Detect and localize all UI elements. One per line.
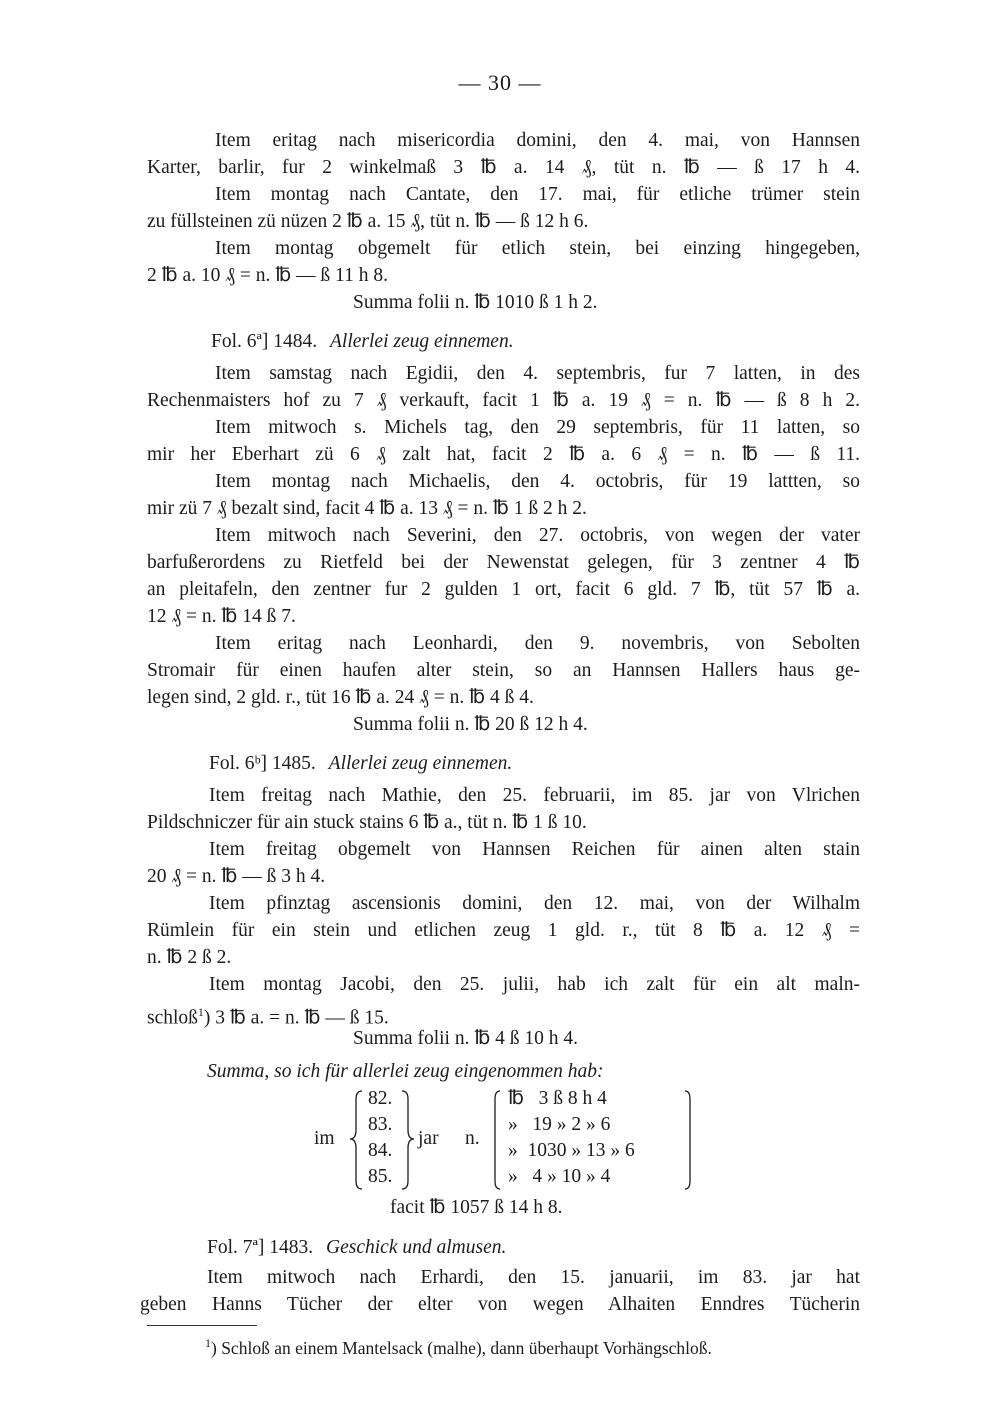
text-line: 12 ₰ = n. ℔ 14 ß 7. <box>147 606 296 627</box>
footnote-mark: 1 <box>205 1336 211 1350</box>
text-line: 2 ℔ a. 10 ₰ = n. ℔ — ß 11 h 8. <box>147 265 388 286</box>
summary-amount: ℔ 3 ß 8 h 4 <box>508 1088 607 1109</box>
footnote-ref: 1 <box>197 1005 204 1019</box>
text-line: Item montag nach Michaelis, den 4. octobris, für 19 lattten, so <box>215 471 860 492</box>
summary-table <box>310 1085 710 1195</box>
section-title: Geschick und almusen. <box>326 1237 507 1258</box>
folio-ref: Fol. 6ᵇ] 1485. <box>209 753 316 774</box>
text-line: Item eritag nach misericordia domini, den 4. mai, von Hannsen <box>215 130 860 151</box>
text-line: barfußerordens zu Rietfeld bei der Newenstat gelegen, für 3 zentner 4 ℔ <box>147 552 860 573</box>
text-line: Item montag obgemelt für etlich stein, bei einzing hingegeben, <box>215 238 860 259</box>
text-line: Item freitag nach Mathie, den 25. februarii, im 85. jar von Vlrichen <box>209 785 860 806</box>
text-line: Karter, barlir, fur 2 winkelmaß 3 ℔ a. 14 ₰, tüt n. ℔ — ß 17 h 4. <box>147 157 860 178</box>
text-line: Stromair für einen haufen alter stein, so an Hannsen Hallers haus ge- <box>147 660 860 681</box>
footnote-text: ) Schloß an einem Mantelsack (malhe), dann überhaupt Vorhängschloß. <box>211 1337 712 1358</box>
folio-heading <box>147 1236 920 1260</box>
folio-ref: Fol. 7ª] 1483. <box>207 1237 314 1258</box>
summary-year: 82. <box>368 1088 393 1109</box>
summary-total: facit ℔ 1057 ß 14 h 8. <box>390 1197 563 1218</box>
text-line: legen sind, 2 gld. r., tüt 16 ℔ a. 24 ₰ = n. ℔ 4 ß 4. <box>147 687 534 708</box>
text-line: n. ℔ 2 ß 2. <box>147 947 232 968</box>
summary-amount: » 4 » 10 » 4 <box>508 1166 611 1187</box>
text-line: Item mitwoch nach Severini, den 27. octobris, von wegen der vater <box>215 525 860 546</box>
folio-sum: Summa folii n. ℔ 1010 ß 1 h 2. <box>353 292 598 313</box>
text-line: mir zü 7 ₰ bezalt sind, facit 4 ℔ a. 13 ₰ = n. ℔ 1 ß 2 h 2. <box>147 498 587 519</box>
text-line: Rechenmaisters hof zu 7 ₰ verkauft, facit 1 ℔ a. 19 ₰ = n. ℔ — ß 8 h 2. <box>147 390 860 411</box>
folio-sum: Summa folii n. ℔ 20 ß 12 h 4. <box>353 714 588 735</box>
summary-im: im <box>314 1128 335 1149</box>
text-line: Item freitag obgemelt von Hannsen Reichen für ainen alten stain <box>209 839 860 860</box>
text-line: Item mitwoch s. Michels tag, den 29 septembris, für 11 latten, so <box>215 417 860 438</box>
folio-sum: Summa folii n. ℔ 4 ß 10 h 4. <box>353 1028 579 1049</box>
summary-n: n. <box>465 1128 480 1149</box>
folio-ref: Fol. 6ª] 1484. <box>211 331 318 352</box>
text-line: Item eritag nach Leonhardi, den 9. novembris, von Sebolten <box>215 633 860 654</box>
text-line: Item montag Jacobi, den 25. julii, hab ich zalt für ein alt maln- <box>209 974 860 995</box>
text-line: Pildschniczer für ain stuck stains 6 ℔ a., tüt n. ℔ 1 ß 10. <box>147 812 587 833</box>
section-title: Allerlei zeug einnemen. <box>328 753 513 774</box>
text-line: Item pfinztag ascensionis domini, den 12. mai, von der Wilhalm <box>209 893 860 914</box>
text-line: Item mitwoch nach Erhardi, den 15. januarii, im 83. jar hat <box>207 1267 860 1288</box>
footnote <box>147 1331 918 1360</box>
text-segment: ) 3 ℔ a. = n. ℔ — ß 15. <box>203 1007 389 1029</box>
text-line: zu füllsteinen zü nüzen 2 ℔ a. 15 ₰, tüt n. ℔ — ß 12 h 6. <box>147 211 589 232</box>
text-line: mir her Eberhart zü 6 ₰ zalt hat, facit 2 ℔ a. 6 ₰ = n. ℔ — ß 11. <box>147 444 860 465</box>
text-line: Rümlein für ein stein und etlichen zeug 1 gld. r., tüt 8 ℔ a. 12 ₰ = <box>147 920 860 941</box>
summary-heading: Summa, so ich für allerlei zeug eingenommen hab: <box>207 1061 604 1082</box>
section-title: Allerlei zeug einnemen. <box>330 331 514 352</box>
summary-amount: » 19 » 2 » 6 <box>508 1114 611 1135</box>
folio-heading <box>147 330 924 354</box>
text-line: Item samstag nach Egidii, den 4. septembris, fur 7 latten, in des <box>215 363 860 384</box>
page-number: — 30 — <box>458 70 542 95</box>
text-line: geben Hanns Tücher der elter von wegen Alhaiten Enndres Tücherin <box>140 1294 860 1315</box>
text-line: an pleitafeln, den zentner fur 2 gulden 1 ort, facit 6 gld. 7 ℔, tüt 57 ℔ a. <box>147 579 860 600</box>
text-line: 20 ₰ = n. ℔ — ß 3 h 4. <box>147 866 326 887</box>
text-line <box>147 1000 860 1031</box>
text-segment: schloß <box>147 1007 198 1029</box>
summary-jar: jar <box>418 1128 439 1149</box>
summary-year: 84. <box>368 1140 393 1161</box>
folio-heading <box>147 752 922 776</box>
footnote-rule <box>147 1325 257 1326</box>
summary-amount: » 1030 » 13 » 6 <box>508 1140 635 1161</box>
summary-year: 83. <box>368 1114 393 1135</box>
summary-year: 85. <box>368 1166 393 1187</box>
text-line: Item montag nach Cantate, den 17. mai, für etliche trümer stein <box>215 184 860 205</box>
